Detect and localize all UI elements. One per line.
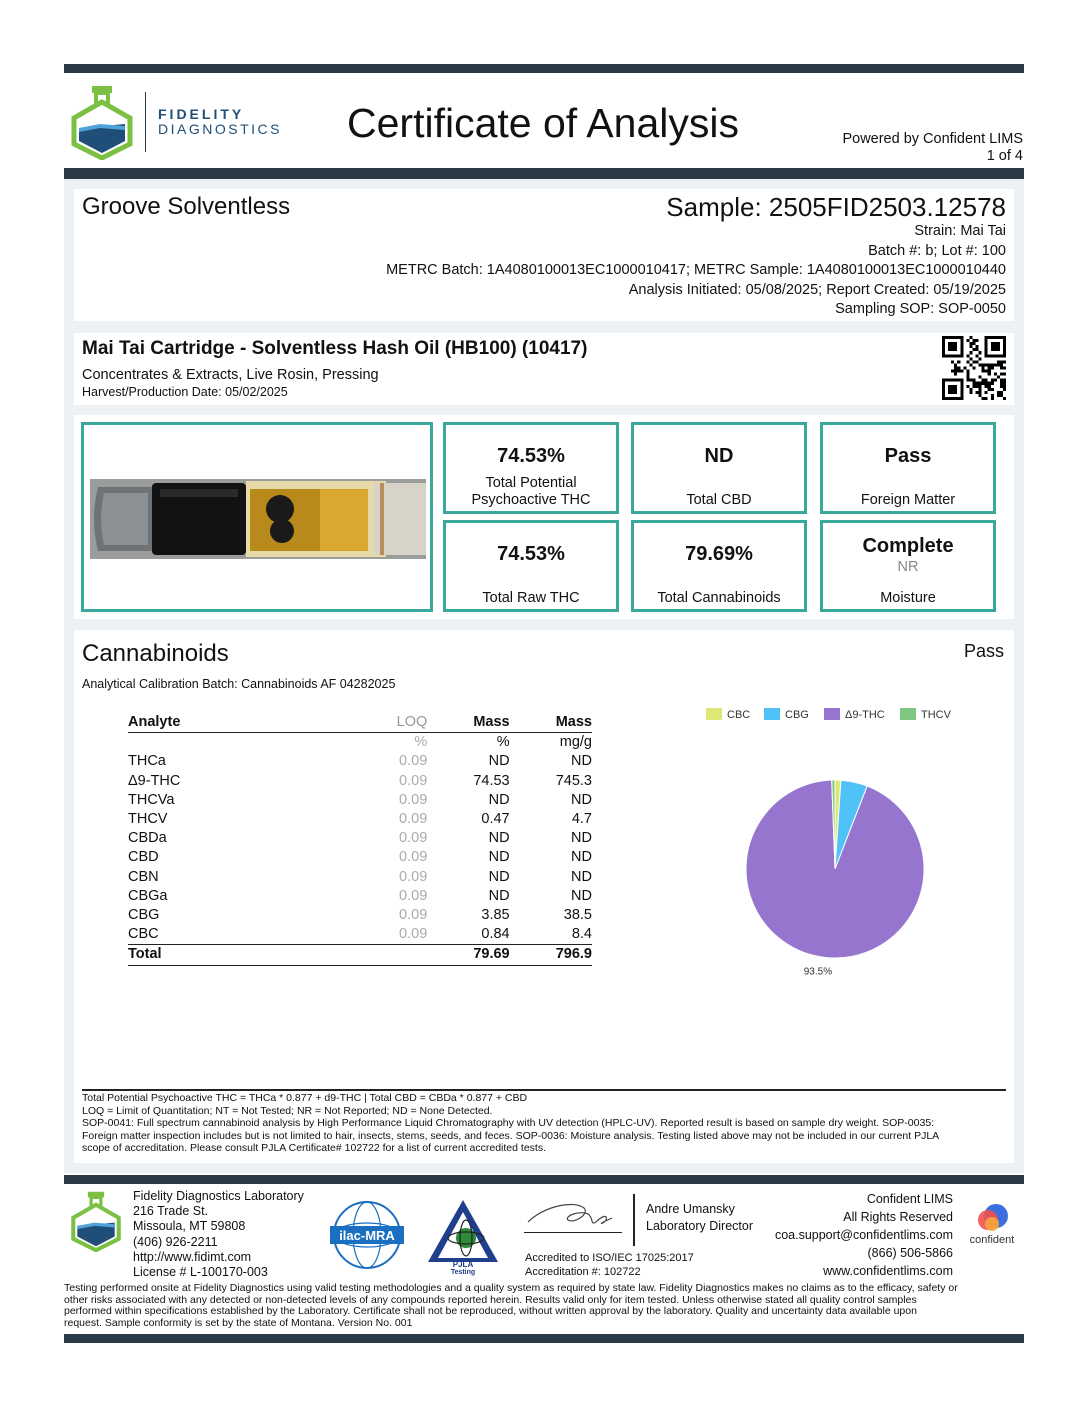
cell-analyte: CBC [128, 926, 159, 943]
cannabinoid-pie-chart [690, 700, 990, 990]
lab-city: Missoula, MT 59808 [133, 1219, 246, 1234]
cell-mass-mg: ND [571, 830, 592, 847]
lab-license: License # L-100170-003 [133, 1265, 268, 1280]
cell-mass-mg: 38.5 [563, 907, 592, 924]
client-panel [74, 189, 1014, 321]
director-name: Andre Umansky [646, 1202, 735, 1216]
cell-loq: 0.09 [399, 887, 428, 904]
footer-fidelity-logo [70, 1190, 122, 1252]
cell-loq: 0.09 [399, 907, 428, 924]
cell-mass-mg: ND [571, 791, 592, 808]
confident-name: Confident LIMS [866, 1192, 953, 1206]
stat-moisture [820, 520, 996, 612]
qr-code[interactable] [942, 336, 1006, 400]
flask-icon [70, 1190, 122, 1252]
table-header-row [128, 713, 592, 733]
disclaimer-line: other risks associated with any detected or non-detected levels of any compounds reported herein. Results valid only for item tested. Unless otherwise stated all quality control samples [64, 1293, 917, 1306]
cell-mass-mg: ND [571, 887, 592, 904]
sampling-sop: Sampling SOP: SOP-0050 [835, 301, 1006, 317]
legend-label: Δ9-THC [845, 709, 885, 721]
legend-swatch [824, 708, 840, 720]
stat-label-line1: Total Potential [485, 475, 577, 491]
header-mass-pct: Mass [427, 713, 509, 733]
total-mass-pct: 79.69 [427, 945, 509, 965]
note-line: Total Potential Psychoactive THC = THCa * 0.877 + d9-THC | Total CBD = CBDa * 0.877 + CBD [82, 1092, 528, 1104]
sample-id: Sample: 2505FID2503.12578 [666, 192, 1006, 222]
stat-total-raw-thc [443, 520, 619, 612]
lab-name: Fidelity Diagnostics Laboratory [133, 1189, 304, 1203]
header-analyte: Analyte [128, 713, 329, 733]
stat-label: Foreign Matter [860, 492, 956, 508]
cell-analyte: THCa [128, 753, 166, 770]
note-line: Foreign matter inspection includes but is not limited to hair, insects, stems, seeds, and feces. SOP-0036: Moisture analysis. Testing listed above may not be included in our current PJLA [82, 1129, 940, 1142]
stat-total-cannabinoids [631, 520, 807, 612]
disclaimer-line: performed within specifications established by the Laboratory. Certificate shall not be reproduced, without written approval by the laboratory. Quality and uncertainty data available upon [64, 1305, 917, 1317]
cell-mass-pct: ND [488, 753, 510, 770]
unit-loq: % [414, 734, 428, 751]
cell-loq: 0.09 [399, 926, 428, 943]
disclaimer-line: request. Sample conformity is set by the state of Montana. Version No. 001 [64, 1316, 413, 1329]
disclaimer-line: Testing performed onsite at Fidelity Diagnostics using valid testing methodologies and a quality system as required by state law. Fidelity Diagnostics makes no claims as to the efficacy, safety or [64, 1282, 958, 1294]
slice-label: 93.5% [803, 966, 833, 978]
table-units-row [128, 733, 592, 753]
cell-mass-mg: ND [571, 849, 592, 866]
calibration-batch: Analytical Calibration Batch: Cannabinoids AF 04282025 [82, 677, 396, 691]
unit-mass-mg: mg/g [559, 734, 592, 751]
table-row [128, 752, 592, 771]
cell-mass-mg: 8.4 [571, 926, 592, 943]
stat-label: Total CBD [686, 492, 752, 508]
signature-line [524, 1232, 622, 1233]
cell-loq: 0.09 [399, 830, 428, 847]
header-loq: LOQ [329, 713, 427, 733]
total-loq [329, 945, 427, 965]
legend-swatch [764, 708, 780, 720]
cell-analyte: THCV [128, 811, 168, 828]
cell-analyte: CBGa [128, 887, 168, 904]
header-mass-mg: Mass [510, 713, 592, 733]
qr-code-icon [942, 336, 1006, 400]
legend-swatch [706, 708, 722, 720]
page-number: 1 of 4 [986, 148, 1023, 164]
unit-mass-pct: % [496, 734, 510, 751]
product-category: Concentrates & Extracts, Live Rosin, Pressing [82, 367, 379, 383]
cannabinoids-status: Pass [963, 641, 1004, 661]
flask-icon [70, 84, 134, 160]
pjla-logo [426, 1198, 500, 1278]
harvest-date: Harvest/Production Date: 05/02/2025 [82, 385, 288, 399]
total-mass-mg: 796.9 [510, 945, 592, 965]
confident-logo [962, 1202, 1022, 1252]
cell-mass-pct: ND [488, 868, 510, 885]
note-line: LOQ = Limit of Quantitation; NT = Not Tested; NR = Not Reported; ND = None Detected. [82, 1104, 493, 1117]
header-bottom-bar [64, 168, 1024, 179]
fidelity-logo [70, 84, 134, 160]
batch-lot: Batch #: b; Lot #: 100 [868, 243, 1006, 259]
product-panel [74, 333, 1014, 405]
product-name: Mai Tai Cartridge - Solventless Hash Oil (HB100) (10417) [82, 338, 588, 359]
stat-label: Moisture [880, 590, 936, 606]
cell-mass-pct: ND [488, 849, 510, 866]
note-line: scope of accreditation. Please consult PJLA Certificate# 102722 for a list of current accredited tests. [82, 1142, 546, 1155]
confident-email[interactable]: coa.support@confidentlims.com [774, 1228, 953, 1242]
notes-divider [82, 1089, 1006, 1091]
confident-info [775, 1190, 953, 1280]
cell-analyte: CBN [128, 868, 159, 885]
stat-value: ND [704, 445, 734, 467]
director-info [646, 1201, 753, 1235]
top-bar [64, 64, 1024, 73]
product-image-box [81, 422, 433, 612]
cell-mass-mg: ND [571, 868, 592, 885]
table-row [128, 925, 592, 945]
logo-divider [145, 92, 146, 152]
table-row [128, 791, 592, 810]
cell-analyte: CBDa [128, 830, 167, 847]
ilac-mra-logo [328, 1200, 406, 1270]
cell-analyte: THCVa [128, 791, 175, 808]
lab-phone: (406) 926-2211 [133, 1234, 218, 1249]
cell-mass-pct: ND [488, 791, 510, 808]
cell-loq: 0.09 [399, 811, 428, 828]
footer-top-bar [64, 1175, 1024, 1184]
lab-address [133, 1189, 304, 1280]
client-name: Groove Solventless [82, 193, 291, 220]
cell-analyte: Δ9-THC [128, 772, 181, 789]
table-row [128, 906, 592, 925]
logo-line2: DIAGNOSTICS [158, 121, 282, 137]
cell-mass-pct: ND [488, 830, 510, 847]
ilac-text: ilac-MRA [339, 1228, 395, 1243]
cell-loq: 0.09 [399, 868, 428, 885]
iso-accreditation: Accredited to ISO/IEC 17025:2017 [525, 1252, 694, 1264]
confident-rights: All Rights Reserved [843, 1210, 953, 1224]
signature-divider [633, 1194, 635, 1246]
strain: Strain: Mai Tai [914, 223, 1006, 239]
cannabinoids-table [128, 713, 592, 966]
stat-value: 74.53% [497, 543, 565, 565]
pjla-text: PJLA [452, 1260, 474, 1269]
cell-mass-pct: 74.53 [473, 772, 510, 789]
table-row [128, 829, 592, 848]
confident-logo-icon [962, 1202, 1022, 1236]
stat-label: Total Raw THC [482, 590, 580, 606]
legend-label: CBG [785, 709, 809, 721]
confident-logo-text: confident [969, 1234, 1015, 1246]
confident-website[interactable]: www.confidentlims.com [823, 1264, 953, 1278]
note-line: SOP-0041: Full spectrum cannabinoid analysis by High Performance Liquid Chromatography with UV detection (HPLC-UV). Reported result is based on sample dry weight. SOP-0035: [82, 1117, 935, 1130]
table-row [128, 772, 592, 791]
stat-label: Total Cannabinoids [657, 590, 781, 606]
cartridge-image [90, 479, 426, 559]
cell-mass-pct: 3.85 [481, 907, 510, 924]
cell-mass-mg: 745.3 [555, 772, 592, 789]
pjla-testing-text: Testing [450, 1269, 476, 1276]
cell-loq: 0.09 [399, 753, 428, 770]
stat-label-line2: Psychoactive THC [471, 492, 591, 508]
stat-value: 74.53% [497, 445, 565, 467]
cell-loq: 0.09 [399, 791, 428, 808]
page-title: Certificate of Analysis [347, 100, 739, 146]
cell-mass-mg: 4.7 [571, 811, 592, 828]
powered-by: Powered by Confident LIMS [842, 131, 1023, 147]
logo-line1: FIDELITY [158, 106, 245, 122]
cell-mass-mg: ND [571, 753, 592, 770]
table-row [128, 868, 592, 887]
legend-label: CBC [727, 709, 751, 721]
lab-website[interactable]: http://www.fidimt.com [133, 1249, 252, 1264]
cell-mass-pct: 0.47 [481, 811, 510, 828]
legend-label: THCV [921, 709, 951, 721]
table-row [128, 810, 592, 829]
total-label: Total [128, 945, 329, 965]
cell-analyte: CBG [128, 907, 160, 924]
table-row [128, 848, 592, 867]
cell-mass-pct: ND [488, 887, 510, 904]
legend-swatch [900, 708, 916, 720]
cell-mass-pct: 0.84 [481, 926, 510, 943]
lab-street: 216 Trade St. [133, 1204, 209, 1219]
notes [82, 1092, 1012, 1155]
stat-value: Pass [884, 445, 932, 467]
confident-phone: (866) 506-5866 [867, 1246, 953, 1260]
cell-loq: 0.09 [399, 849, 428, 866]
cell-analyte: CBD [128, 849, 159, 866]
stat-sub: NR [897, 559, 919, 575]
director-title: Laboratory Director [646, 1219, 753, 1233]
bottom-bar [64, 1334, 1024, 1343]
disclaimer [64, 1283, 1024, 1329]
unit-analyte [128, 733, 329, 753]
stat-total-cbd [631, 422, 807, 514]
accreditation-number: Accreditation #: 102722 [525, 1266, 641, 1278]
pjla-triangle-icon [426, 1198, 500, 1264]
stat-value: Complete [862, 535, 954, 557]
analysis-dates: Analysis Initiated: 05/08/2025; Report Created: 05/19/2025 [628, 282, 1006, 298]
director-signature [524, 1196, 624, 1232]
table-total-row [128, 945, 592, 965]
stat-total-potential-thc [443, 422, 619, 514]
stat-value: 79.69% [685, 543, 753, 565]
stat-foreign-matter [820, 422, 996, 514]
cannabinoids-title: Cannabinoids [82, 640, 229, 667]
cell-loq: 0.09 [399, 772, 428, 789]
metrc-info: METRC Batch: 1A4080100013EC1000010417; METRC Sample: 1A4080100013EC1000010440 [386, 262, 1006, 278]
summary-panel [74, 415, 1014, 619]
table-row [128, 887, 592, 906]
